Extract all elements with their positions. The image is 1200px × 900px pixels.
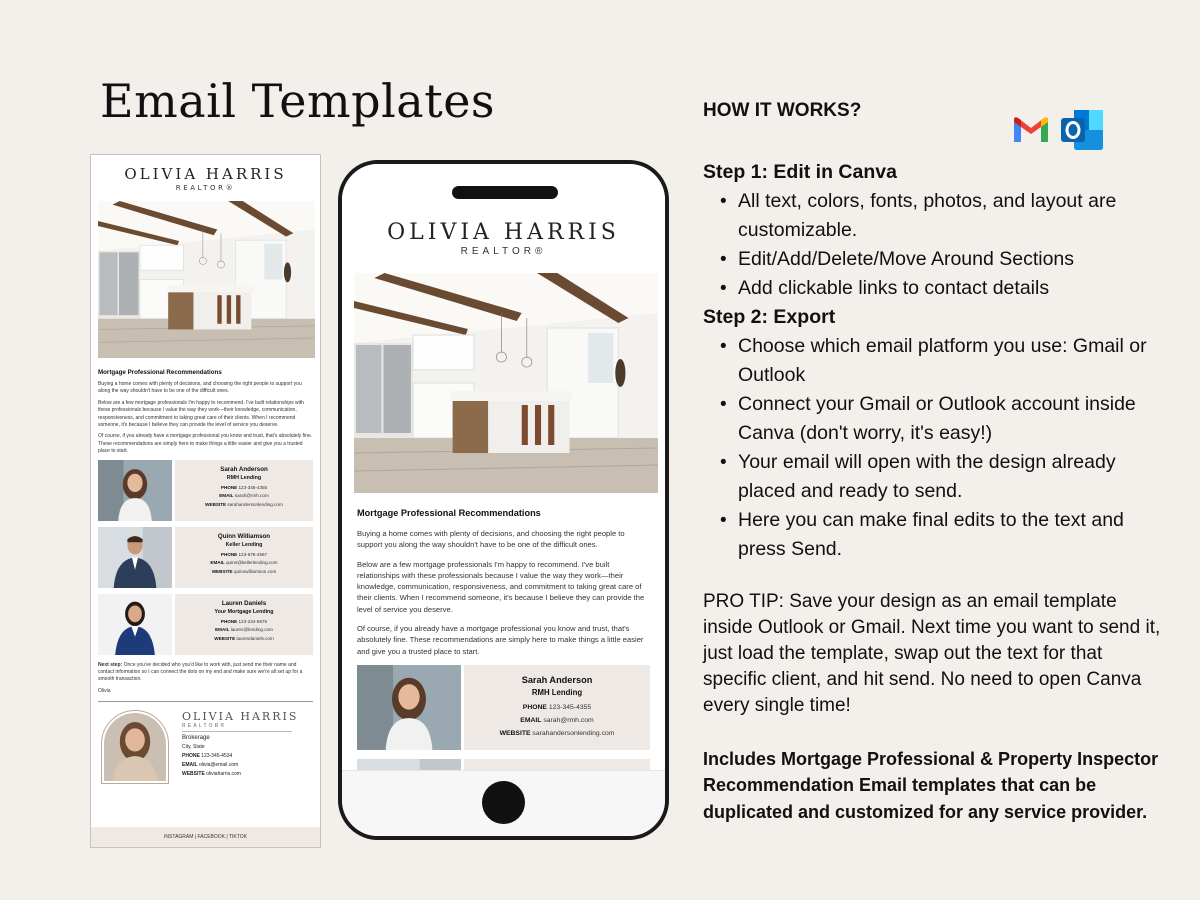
list-item: • Here you can make final edits to the text and press Send. bbox=[703, 506, 1163, 564]
website-label: WEBSITE bbox=[499, 729, 531, 737]
phone-top-bar bbox=[342, 164, 665, 210]
email-label: EMAIL bbox=[210, 560, 225, 566]
email-closing bbox=[91, 661, 320, 696]
pro-phone: 123-345-4355 bbox=[548, 703, 592, 711]
step1-title: Step 1: Edit in Canva bbox=[703, 161, 897, 183]
pro-name: Lauren Daniels bbox=[221, 599, 267, 607]
email-heading: Mortgage Professional Recommendations bbox=[98, 369, 222, 376]
list-item: • Edit/Add/Delete/Move Around Sections bbox=[703, 245, 1163, 274]
signature-subtitle: REALTOR® bbox=[182, 723, 292, 732]
email-label: EMAIL bbox=[215, 627, 230, 633]
pro-name: Sarah Anderson bbox=[521, 674, 593, 685]
phone-label: PHONE bbox=[220, 484, 238, 490]
signature-website: oliviaharris.com bbox=[206, 770, 241, 777]
email-brand-header bbox=[91, 155, 320, 201]
signature-photo bbox=[104, 713, 166, 781]
phone-screen[interactable] bbox=[349, 210, 658, 770]
email-label: EMAIL bbox=[219, 493, 234, 499]
pro-photo bbox=[98, 594, 172, 655]
signature-brokerage: Brokerage bbox=[182, 735, 210, 742]
email-paragraph: Below are a few mortgage professionals I'm happy to recommend. I've built relationships with these professionals because I value the way they work—their knowledge, communication, responsiveness, and commitment to taking great care of their clients. When I recommend someone, it's because I believe they can provide the level of service you deserve. bbox=[98, 399, 304, 429]
pro-card bbox=[98, 594, 313, 655]
step2-list bbox=[703, 332, 1163, 564]
pro-email: lauren@lending.com bbox=[230, 627, 273, 633]
phone-label: PHONE bbox=[522, 703, 547, 711]
pro-website: sarahandersonlending.com bbox=[532, 729, 615, 737]
signature-photo-frame bbox=[101, 710, 169, 784]
pro-card bbox=[98, 527, 313, 588]
pro-company: RMH Lending bbox=[531, 687, 583, 697]
outlook-icon bbox=[1060, 108, 1105, 152]
brand-subtitle: REALTOR® bbox=[175, 184, 236, 192]
next-step-text: Once you've decided who you'd like to work with, just send me their name and contact information so I can connect the dots on my end and make sure we're all set up for a smooth transaction. bbox=[98, 661, 303, 683]
email-paragraph: Buying a home comes with plenty of decisions, and choosing the right people to support you along the way shouldn't have to be one of the difficult ones. bbox=[98, 381, 302, 395]
email-heading: Mortgage Professional Recommendations bbox=[357, 508, 541, 518]
phone-label: PHONE bbox=[220, 618, 238, 624]
pro-email: quinn@kellerlending.com bbox=[225, 560, 278, 566]
pro-photo bbox=[98, 527, 172, 588]
pro-website: laurendaniels.com bbox=[236, 635, 274, 641]
instructions-steps bbox=[703, 158, 1163, 564]
page-title: Email Templates bbox=[100, 74, 496, 128]
phone-speaker bbox=[452, 186, 558, 199]
list-item: • Choose which email platform you use: Gmail or Outlook bbox=[703, 332, 1163, 390]
includes-note: Includes Mortgage Professional & Property Inspector Recommendation Email templates that can be duplicated and customized for any service provider. bbox=[703, 749, 1159, 822]
pro-phone: 123-345-4355 bbox=[238, 484, 268, 490]
pro-card bbox=[357, 665, 650, 750]
pro-website: quinnwilliamson.com bbox=[233, 568, 277, 574]
list-item: • Your email will open with the design already placed and ready to send. bbox=[703, 448, 1163, 506]
email-paragraph: Buying a home comes with plenty of decisions, and choosing the right people to support you along the way shouldn't have to be one of the difficult ones. bbox=[357, 529, 625, 550]
phone-bottom-bar bbox=[342, 770, 665, 836]
website-label: WEBSITE bbox=[211, 568, 233, 574]
pro-photo bbox=[98, 460, 172, 521]
kitchen-hero-image bbox=[98, 201, 315, 358]
pro-website: sarahandersonlending.com bbox=[227, 501, 283, 507]
website-label: WEBSITE bbox=[214, 635, 236, 641]
pro-photo bbox=[357, 759, 461, 770]
email-paragraph: Of course, if you already have a mortgage professional you know and trust, that's absolutely fine. These recommendations are simply here to make things a little easier and give you a trusted place to start. bbox=[357, 624, 644, 656]
email-body bbox=[349, 498, 658, 657]
next-step-label: Next step: bbox=[98, 661, 123, 668]
pro-photo bbox=[357, 665, 461, 750]
home-button[interactable] bbox=[482, 781, 525, 824]
pro-company: Your Mortgage Lending bbox=[214, 608, 274, 615]
email-body bbox=[91, 363, 320, 456]
signature-city: City, State bbox=[182, 744, 205, 751]
signature-phone: 123-345-4534 bbox=[201, 753, 233, 760]
phone-mockup bbox=[338, 160, 669, 840]
pro-email: sarah@rmh.com bbox=[234, 493, 269, 499]
step2-title: Step 2: Export bbox=[703, 306, 836, 328]
brand-subtitle: REALTOR® bbox=[460, 246, 547, 257]
pro-company: Keller Lending bbox=[225, 541, 263, 548]
kitchen-hero-image bbox=[354, 273, 658, 493]
email-paragraph: Of course, if you already have a mortgage professional you know and trust, that's absolutely fine. These recommendations are simply here to make things a little easier and give you a trusted place to start. bbox=[98, 433, 313, 455]
pro-email: sarah@rmh.com bbox=[543, 716, 594, 724]
pro-company: RMH Lending bbox=[226, 474, 262, 481]
pro-phone: 123-234-5675 bbox=[238, 618, 268, 624]
pro-phone: 123-676-4567 bbox=[238, 551, 268, 557]
email-paragraph: Below are a few mortgage professionals I'm happy to recommend. I've built relationships with these professionals because I value the way they work—their knowledge, communication, responsiveness, and commitment to taking great care of their clients. When I recommend someone, it's because I believe they can provide the level of service you deserve. bbox=[357, 559, 645, 614]
email-signature bbox=[91, 702, 320, 792]
how-it-works-heading: HOW IT WORKS? bbox=[703, 100, 862, 121]
phone-label: PHONE bbox=[182, 753, 200, 760]
pro-tip: PRO TIP: Save your design as an email template inside Outlook or Gmail. Next time you want to send it, just load the template, swap out the text for that specific client, and hit send. No need to open Canva every single time! bbox=[703, 591, 1161, 716]
pro-card bbox=[357, 759, 650, 770]
list-item: • All text, colors, fonts, photos, and layout are customizable. bbox=[703, 187, 1163, 245]
phone-label: PHONE bbox=[220, 551, 238, 557]
email-footer: INSTAGRAM | FACEBOOK | TIKTOK bbox=[91, 827, 320, 847]
email-label: EMAIL bbox=[520, 716, 542, 724]
step1-list bbox=[703, 187, 1163, 303]
pro-name: Sarah Anderson bbox=[220, 465, 268, 473]
email-brand-header bbox=[349, 210, 658, 273]
signature-email: olivia@email.com bbox=[198, 761, 239, 768]
list-item: • Connect your Gmail or Outlook account inside Canva (don't worry, it's easy!) bbox=[703, 390, 1163, 448]
pro-card bbox=[98, 460, 313, 521]
signature-name: OLIVIA HARRIS bbox=[182, 710, 299, 724]
brand-name: OLIVIA HARRIS bbox=[387, 220, 620, 245]
gmail-icon bbox=[1012, 116, 1050, 144]
website-label: WEBSITE bbox=[205, 501, 227, 507]
website-label: WEBSITE bbox=[182, 770, 205, 777]
email-label: EMAIL bbox=[182, 761, 198, 768]
list-item: • Add clickable links to contact details bbox=[703, 274, 1163, 303]
sign-off: Olivia bbox=[98, 687, 111, 694]
brand-name: OLIVIA HARRIS bbox=[124, 165, 287, 183]
pro-name: Quinn Williamson bbox=[217, 532, 271, 540]
email-template-preview bbox=[90, 154, 321, 848]
